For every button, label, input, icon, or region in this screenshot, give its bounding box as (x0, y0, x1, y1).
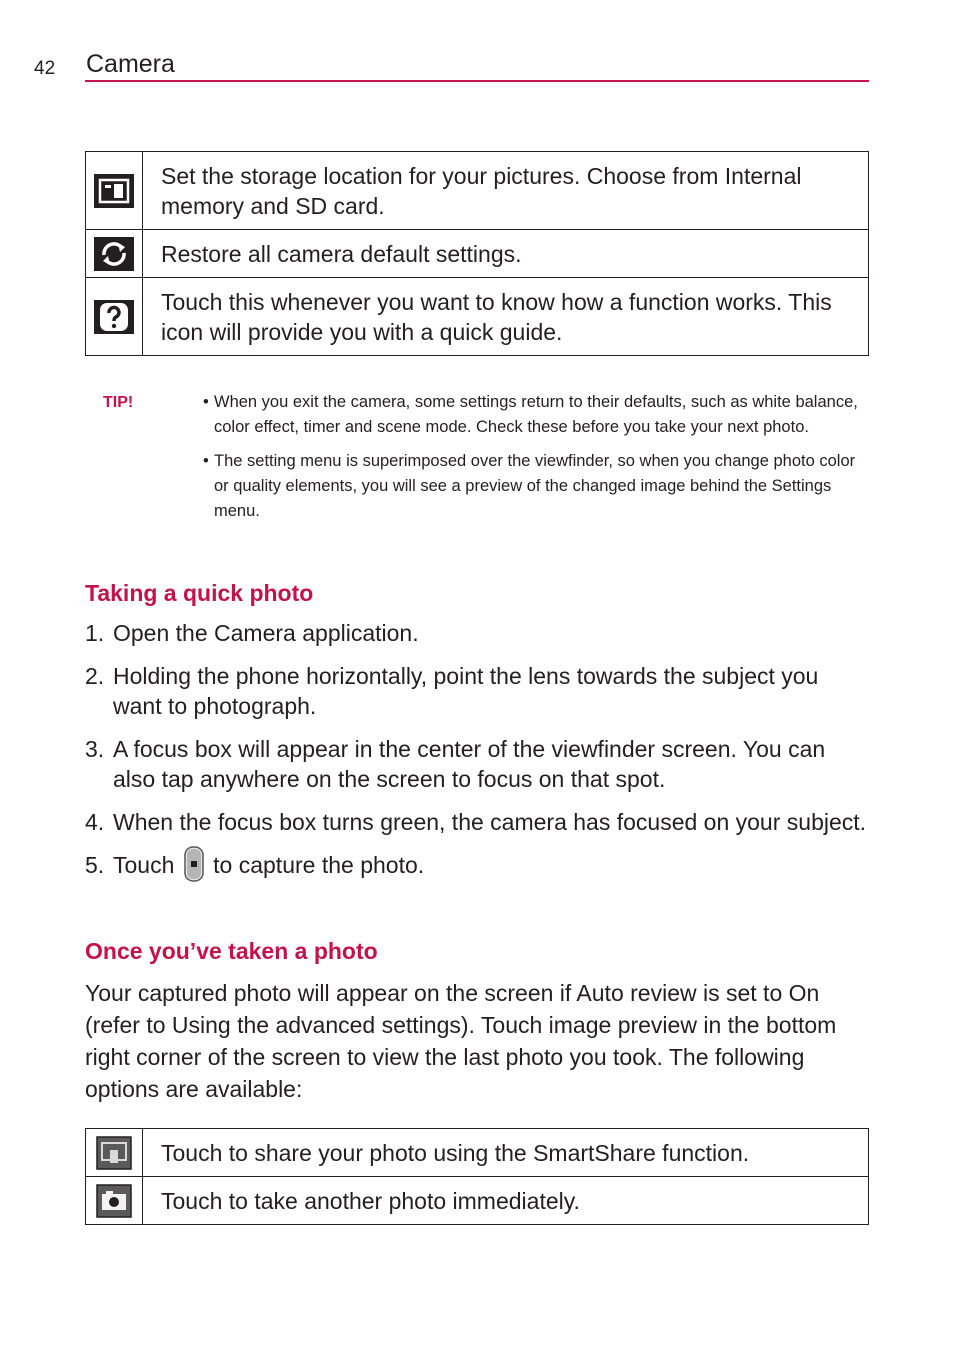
reset-icon (94, 237, 134, 271)
table-cell: Touch to share your photo using the SmartShare function. (143, 1129, 869, 1177)
section-title: Camera (86, 50, 175, 78)
table-row (86, 278, 869, 356)
smartshare-icon (94, 1136, 134, 1170)
list-item: 4. When the focus box turns green, the camera has focused on your subject. (85, 809, 867, 835)
table-cell: Set the storage location for your pictures. Choose from Internal memory and SD card. (143, 152, 869, 230)
page-number: 42 (34, 58, 56, 79)
table-cell: Restore all camera default settings. (143, 230, 869, 278)
list-item: 5. Touch to capture the photo. (85, 850, 869, 882)
table-cell: Touch this whenever you want to know how a function works. This icon will provide you with a quick guide. (143, 278, 869, 356)
camera-icon (94, 1184, 134, 1218)
quick-photo-heading: Taking a quick photo (85, 580, 314, 606)
tip-label: TIP! (103, 394, 134, 411)
tip-item: • When you exit the camera, some settings return to their defaults, such as white balance, color effect, timer and scene mode. Check these before you take your next photo. (203, 393, 858, 436)
list-item: 3. A focus box will appear in the center of the viewfinder screen. You can also tap anywhere on the screen to focus on that spot. (85, 736, 826, 792)
table-cell: Touch to take another photo immediately. (143, 1177, 869, 1225)
table-row (86, 1177, 869, 1225)
table-row (86, 230, 869, 278)
header-rule (85, 80, 869, 82)
help-icon (94, 300, 134, 334)
list-item: 2. Holding the phone horizontally, point the lens towards the subject you want to photograph. (85, 663, 819, 719)
table-row (86, 152, 869, 230)
settings-table (85, 151, 869, 356)
storage-icon (94, 174, 134, 208)
after-photo-heading: Once you’ve taken a photo (85, 938, 378, 964)
steps-list (85, 618, 869, 895)
list-item: 1. Open the Camera application. (85, 620, 419, 646)
after-photo-paragraph: Your captured photo will appear on the screen if Auto review is set to On (refer to Using the advanced settings). Touch image preview in the bottom right corner of the screen to view the last photo you took. The following options are available: (85, 980, 837, 1102)
table-row (86, 1129, 869, 1177)
shutter-button-icon (184, 846, 204, 882)
options-table (85, 1128, 869, 1225)
tip-item: • The setting menu is superimposed over the viewfinder, so when you change photo color or quality elements, you will see a preview of the changed image behind the Settings menu. (203, 452, 856, 520)
tip-list (203, 390, 871, 533)
